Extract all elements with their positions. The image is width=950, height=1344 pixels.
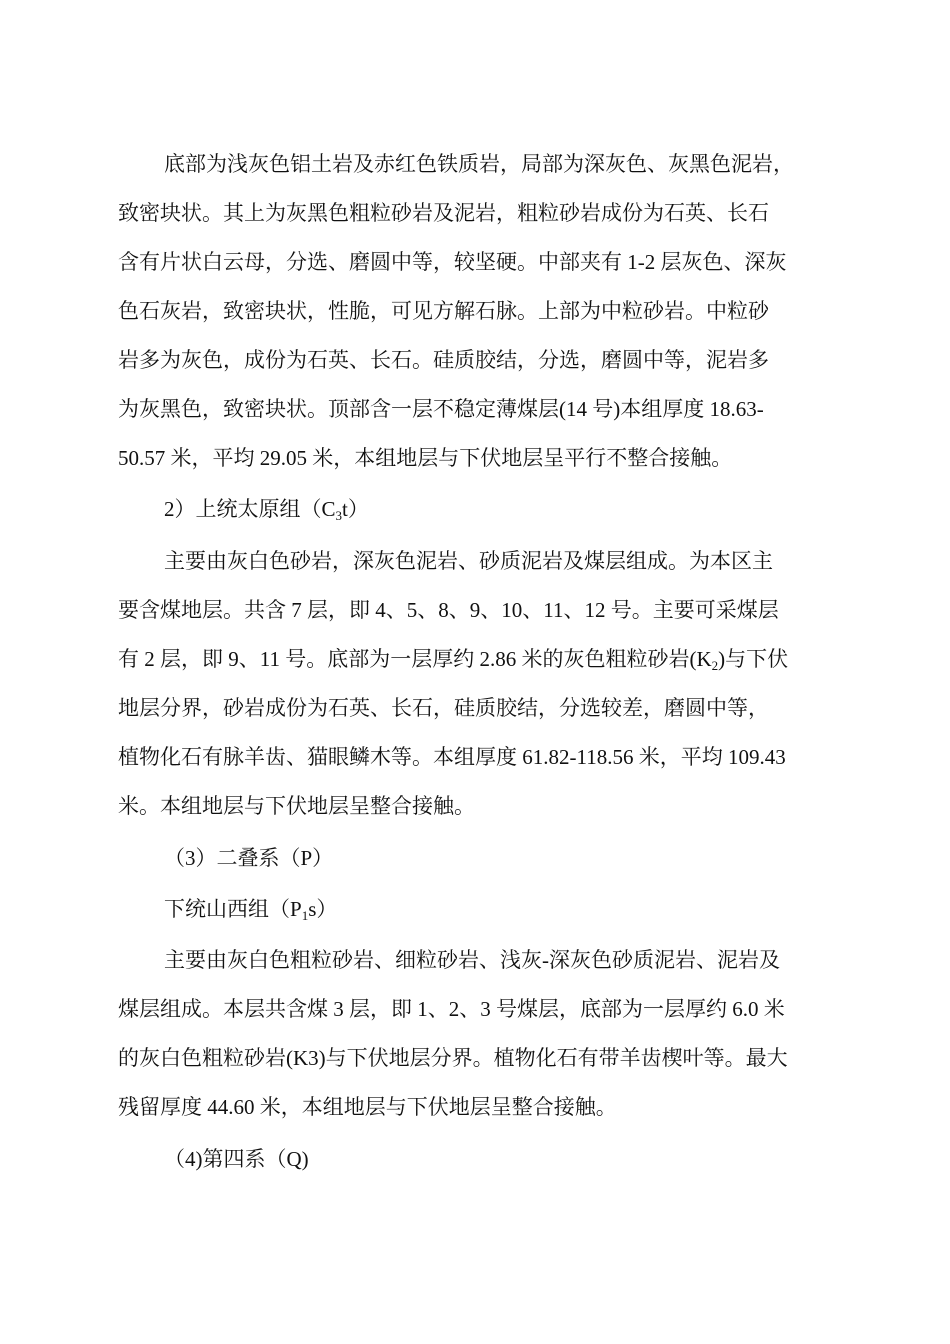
para2-line-2: 要含煤地层。共含 7 层，即 4、5、8、9、10、11、12 号。主要可采煤层 — [118, 598, 779, 622]
para2-line-4: 地层分界，砂岩成份为石英、长石，硅质胶结，分选较差，磨圆中等， — [118, 696, 769, 720]
para1-line-6: 为灰黑色，致密块状。顶部含一层不稳定薄煤层(14 号)本组厚度 18.63- — [118, 397, 764, 421]
para1-line-7: 50.57 米，平均 29.05 米，本组地层与下伏地层呈平行不整合接触。 — [118, 446, 733, 470]
para1-line-1: 底部为浅灰色铝土岩及赤红色铁质岩，局部为深灰色、灰黑色泥岩， — [164, 152, 794, 176]
para2-line-5: 植物化石有脉羊齿、猫眼鳞木等。本组厚度 61.82-118.56 米，平均 109.43 — [118, 745, 786, 769]
para3-line-2: 煤层组成。本层共含煤 3 层，即 1、2、3 号煤层，底部为一层厚约 6.0 米 — [118, 997, 785, 1021]
para1-line-4: 色石灰岩，致密块状，性脆，可见方解石脉。上部为中粒砂岩。中粒砂 — [118, 299, 769, 323]
heading-taiyuan-formation: 2）上统太原组（C3t） — [164, 497, 369, 523]
para2-line-6: 米。本组地层与下伏地层呈整合接触。 — [118, 794, 475, 818]
heading-permian: （3）二叠系（P） — [164, 846, 334, 870]
heading-shanxi-formation: 下统山西组（P1s） — [164, 897, 338, 923]
heading-quaternary: （4)第四系（Q) — [164, 1147, 309, 1171]
para2-line-1: 主要由灰白色砂岩，深灰色泥岩、砂质泥岩及煤层组成。为本区主 — [164, 549, 773, 573]
para3-line-4: 残留厚度 44.60 米，本组地层与下伏地层呈整合接触。 — [118, 1095, 617, 1119]
para3-line-1: 主要由灰白色粗粒砂岩、细粒砂岩、浅灰-深灰色砂质泥岩、泥岩及 — [164, 948, 780, 972]
para1-line-2: 致密块状。其上为灰黑色粗粒砂岩及泥岩，粗粒砂岩成份为石英、长石 — [118, 201, 769, 225]
para1-line-3: 含有片状白云母，分选、磨圆中等，较坚硬。中部夹有 1-2 层灰色、深灰 — [118, 250, 787, 274]
para2-line-3: 有 2 层，即 9、11 号。底部为一层厚约 2.86 米的灰色粗粒砂岩(K2)与下伏 — [118, 647, 789, 673]
para1-line-5: 岩多为灰色，成份为石英、长石。硅质胶结，分选，磨圆中等，泥岩多 — [118, 348, 769, 372]
para3-line-3: 的灰白色粗粒砂岩(K3)与下伏地层分界。植物化石有带羊齿楔叶等。最大 — [118, 1046, 788, 1070]
